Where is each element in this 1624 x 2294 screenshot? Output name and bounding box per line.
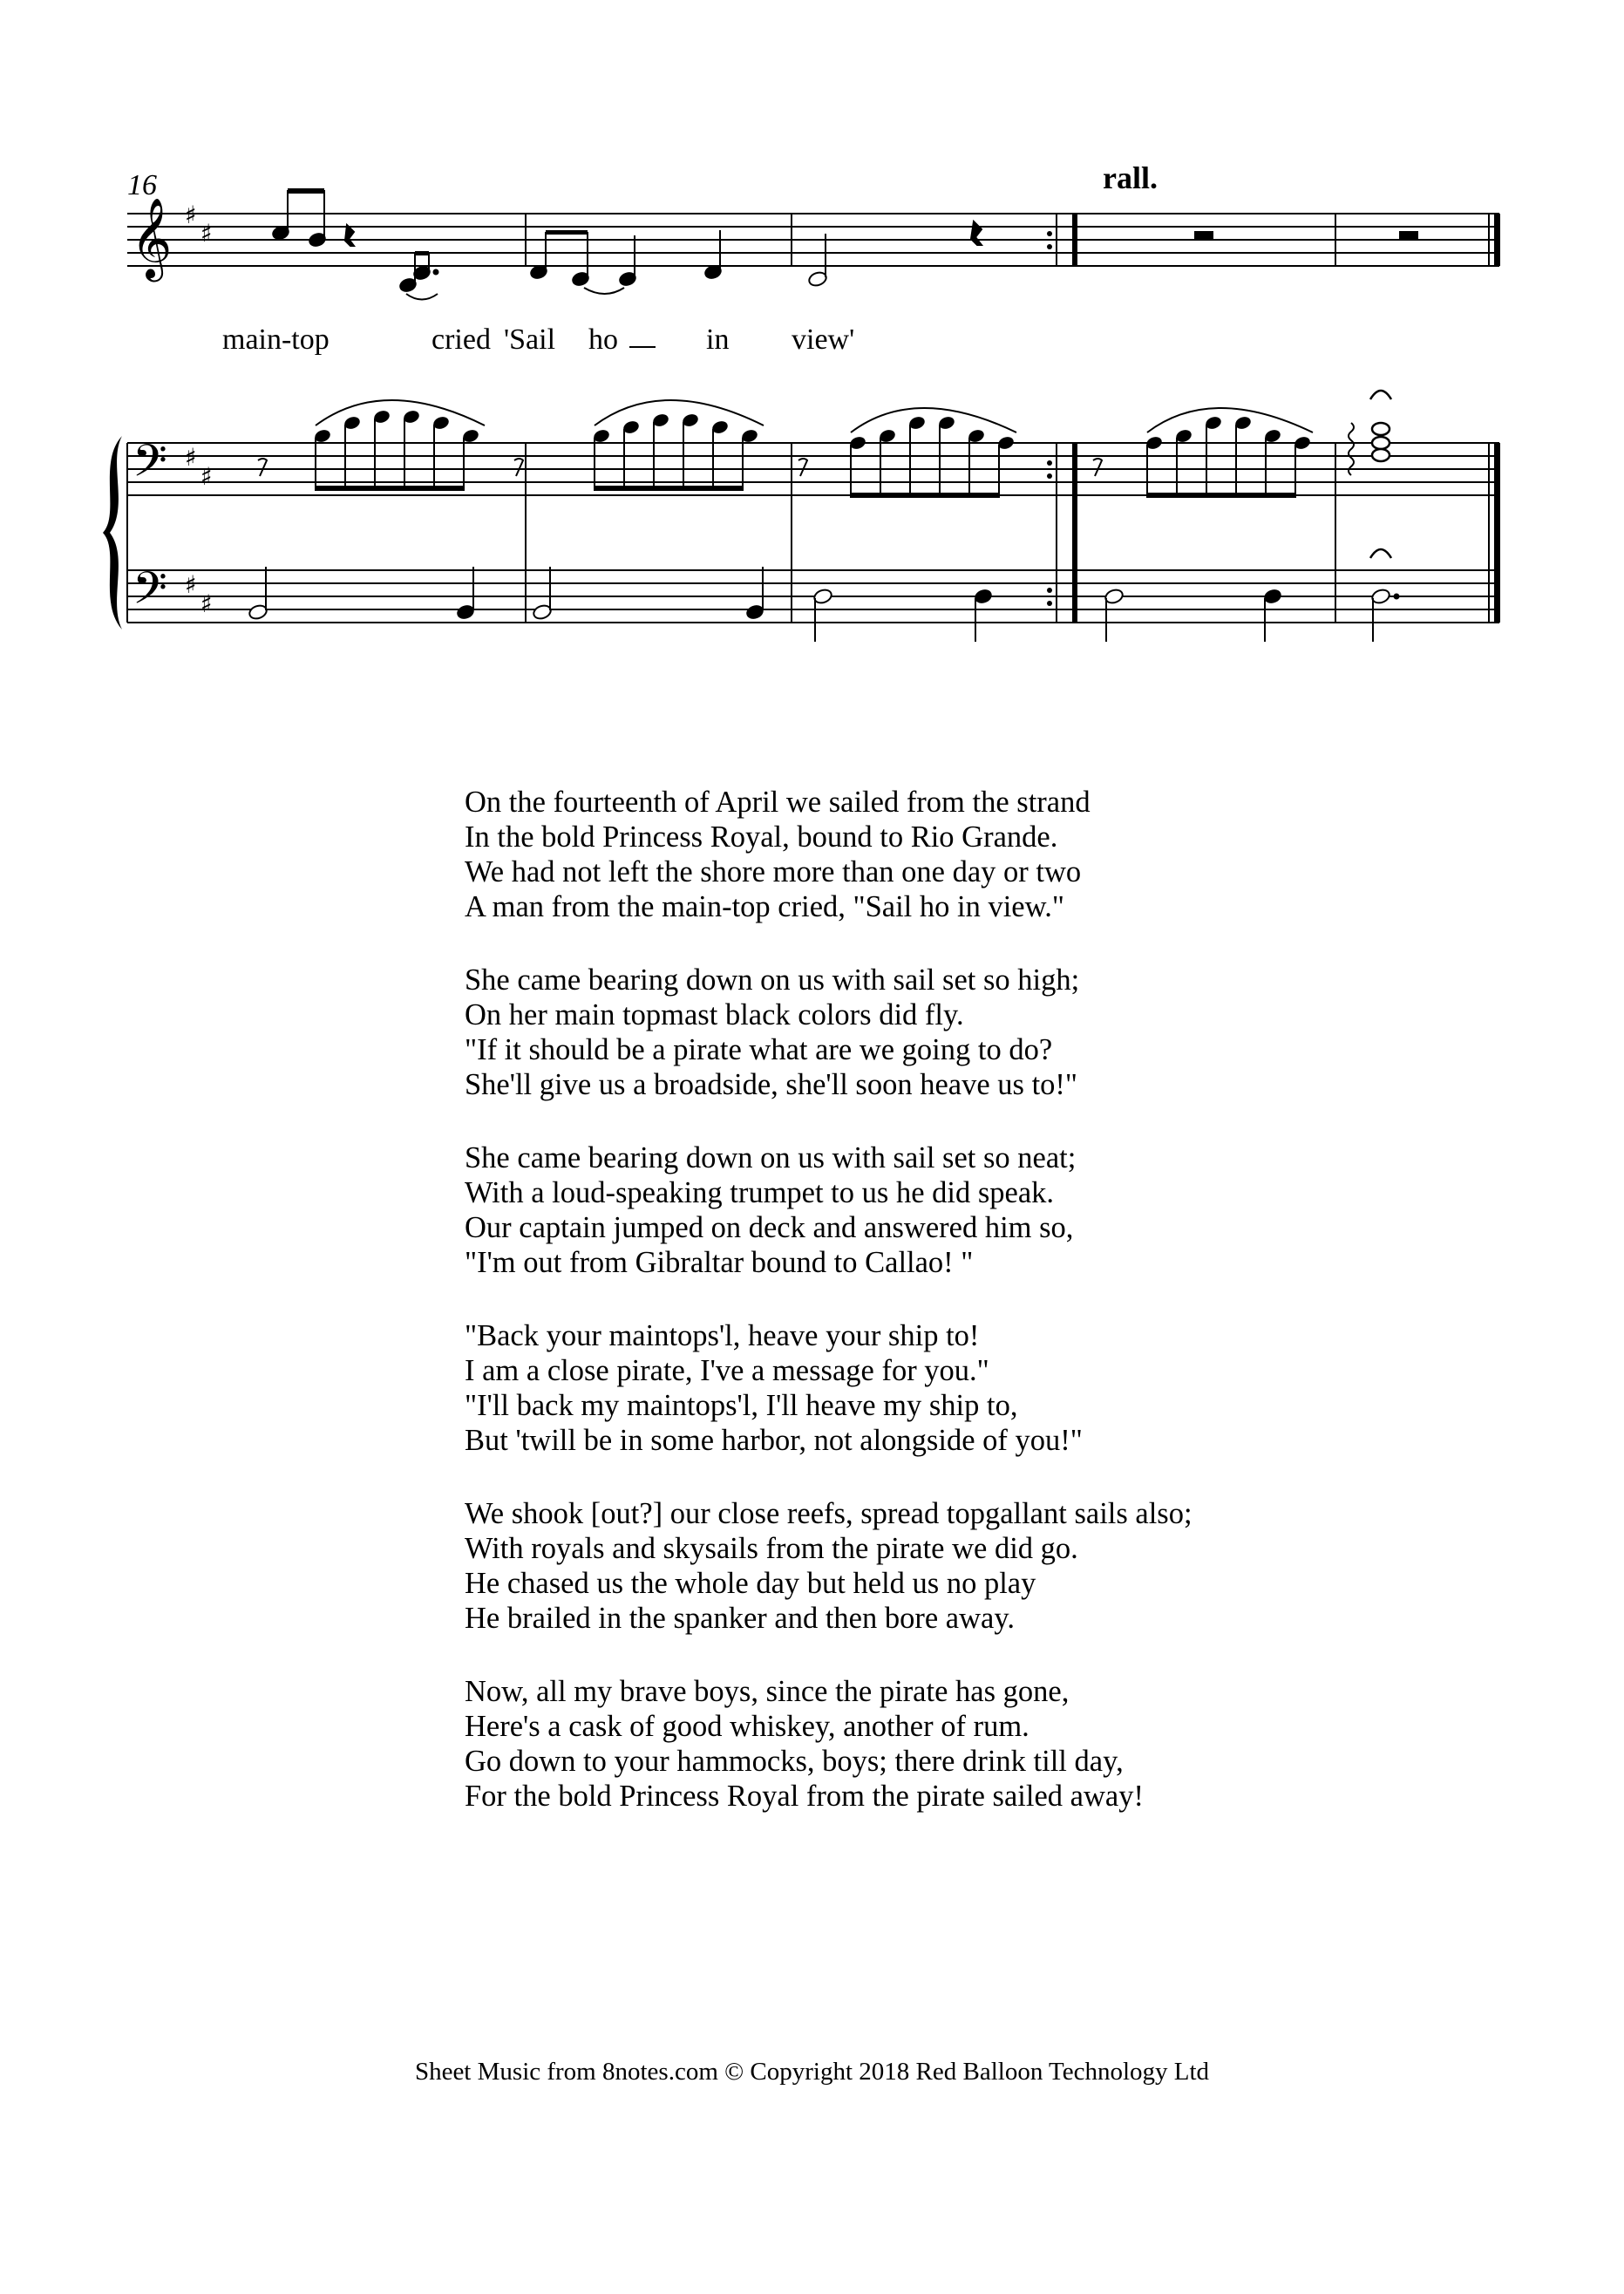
verse-4 <box>465 1318 1424 1458</box>
lyric-line: In the bold Princess Royal, bound to Rio Grande. <box>465 820 1058 854</box>
lyric-line: He chased us the whole day but held us no play <box>465 1567 1036 1600</box>
lyric-syllable: 'Sail <box>504 323 556 356</box>
svg-text:♯: ♯ <box>185 443 197 472</box>
notehead <box>1372 423 1390 435</box>
lyric-line: She came bearing down on us with sail set so high; <box>465 963 1080 997</box>
lyric-line: Now, all my brave boys, since the pirate has gone, <box>465 1675 1070 1708</box>
lyric-line: Here's a cask of good whiskey, another of rum. <box>465 1710 1029 1743</box>
barlines <box>526 214 1489 623</box>
lyric-line: With royals and skysails from the pirate we did go. <box>465 1532 1078 1565</box>
final-chord <box>1372 423 1390 461</box>
verse-6 <box>465 1674 1424 1814</box>
piano-lower-staff <box>127 570 1499 623</box>
lyric-line: On the fourteenth of April we sailed from the strand <box>465 786 1091 819</box>
lyric-line: "If it should be a pirate what are we going to do? <box>465 1033 1053 1066</box>
beam <box>594 486 744 491</box>
beam <box>850 493 1000 498</box>
beam <box>315 486 465 491</box>
voice-lyrics <box>222 323 854 356</box>
beamed-note-group <box>313 409 479 491</box>
repeat-and-final-barlines <box>1047 214 1500 623</box>
lyric-line: We had not left the shore more than one day or two <box>465 855 1082 888</box>
piano-upper-notes <box>258 459 1102 476</box>
treble-clef: 𝄞 <box>131 197 173 278</box>
lyric-line: He brailed in the spanker and then bore away. <box>465 1602 1015 1635</box>
verse-1 <box>465 785 1424 924</box>
lyric-syllable: ho <box>588 323 618 356</box>
lyric-line: Our captain jumped on deck and answered him so, <box>465 1211 1074 1244</box>
voice-slurs <box>406 288 624 300</box>
verse-2 <box>465 963 1424 1102</box>
voice-notes <box>271 188 1418 293</box>
lyric-syllable: main-top <box>222 323 330 356</box>
verse-3 <box>465 1140 1424 1280</box>
lyric-line: "Back your maintops'l, heave your ship to! <box>465 1319 980 1352</box>
lyric-syllable: in <box>706 323 730 356</box>
svg-text:♯: ♯ <box>200 219 213 248</box>
piano-upper-slurs <box>316 400 1313 432</box>
lyric-syllable: view' <box>792 323 855 356</box>
lyric-line: But 'twill be in some harbor, not alongside of you!" <box>465 1424 1083 1457</box>
lyric-line: I am a close pirate, I've a message for you." <box>465 1354 989 1387</box>
lyric-line: "I'll back my maintops'l, I'll heave my ship to, <box>465 1389 1018 1422</box>
lyric-line: We shook [out?] our close reefs, spread topgallant sails also; <box>465 1497 1193 1530</box>
piano-brace <box>103 436 122 630</box>
lyric-line: She came bearing down on us with sail set so neat; <box>465 1141 1077 1174</box>
lyric-line: With a loud-speaking trumpet to us he did speak. <box>465 1176 1055 1209</box>
lyric-syllable: cried <box>431 323 491 356</box>
copyright-footer: Sheet Music from 8notes.com © Copyright 2018 Red Balloon Technology Ltd <box>414 2058 1210 2086</box>
notehead <box>1372 437 1390 449</box>
music-score <box>0 0 1624 698</box>
lyric-line: "I'm out from Gibraltar bound to Callao! " <box>465 1246 974 1279</box>
lyric-line: A man from the main-top cried, "Sail ho in view." <box>465 890 1064 923</box>
fermata-marks <box>1370 391 1391 558</box>
svg-text:♯: ♯ <box>200 462 213 491</box>
lyric-line: On her main topmast black colors did fly. <box>465 998 964 1031</box>
lyric-line: She'll give us a broadside, she'll soon heave us to!" <box>465 1068 1077 1101</box>
measure-number: 16 <box>127 169 157 201</box>
bass-clef-lower: 𝄢 <box>133 562 167 625</box>
song-lyrics <box>465 785 1424 1852</box>
lyric-line: For the bold Princess Royal from the pirate sailed away! <box>465 1780 1144 1813</box>
beamed-note-group <box>592 412 758 491</box>
arpeggio-mark <box>1349 423 1354 475</box>
key-signature <box>185 201 213 618</box>
treble-staff <box>127 214 1499 266</box>
notehead <box>1372 449 1390 461</box>
piano-lower-notes <box>248 567 1398 642</box>
verse-5 <box>465 1496 1424 1636</box>
svg-text:♯: ♯ <box>185 201 197 229</box>
tempo-marking: rall. <box>1103 160 1158 195</box>
lyric-line: Go down to your hammocks, boys; there drink till day, <box>465 1745 1124 1778</box>
svg-text:♯: ♯ <box>200 589 213 618</box>
beam <box>1146 493 1296 498</box>
bass-clef-upper: 𝄢 <box>133 434 167 498</box>
svg-text:♯: ♯ <box>185 570 197 599</box>
